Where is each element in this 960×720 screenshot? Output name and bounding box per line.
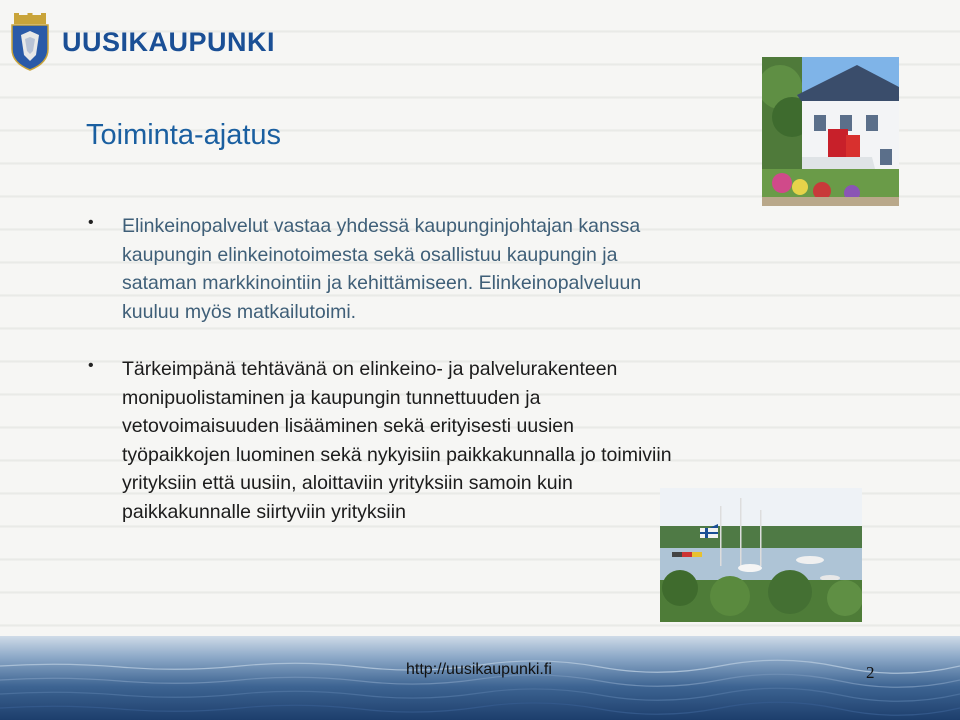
bullet-line: kaupungin elinkeinotoimesta sekä osallistuu kaupungin ja xyxy=(122,243,618,266)
logo-text: UUSIKAUPUNKI xyxy=(62,26,276,57)
footer-url: http://uusikaupunki.fi xyxy=(406,661,552,678)
bullet-line: yrityksiin että uusiin, aloittaviin yrityksiin samoin kuin xyxy=(122,472,573,494)
bullet-line: paikkakunnalle siirtyviin yrityksiin xyxy=(122,500,406,523)
bullet-line: vetovoimaisuuden lisääminen sekä erityisesti uusien xyxy=(122,415,574,437)
house-photo xyxy=(762,57,899,206)
page-number: 2 xyxy=(866,663,875,682)
bullet-item xyxy=(88,212,808,326)
bullet-line: Elinkeinopalvelut vastaa yhdessä kaupunginjohtajan kanssa xyxy=(122,215,641,237)
bullet-line: monipuolistaminen ja kaupungin tunnettuuden ja xyxy=(122,386,541,409)
logo xyxy=(8,12,275,72)
bullet-line: työpaikkojen luominen sekä nykyisiin paikkakunnalla jo toimiviin xyxy=(122,443,672,466)
harbor-photo xyxy=(660,488,862,622)
bullet-line: Tärkeimpänä tehtävänä on elinkeino- ja palvelurakenteen xyxy=(122,358,618,380)
bullet-list xyxy=(88,212,808,526)
slide-title: Toiminta-ajatus xyxy=(86,119,282,151)
coat-of-arms-icon xyxy=(8,13,52,71)
bullet-line: kuuluu myös matkailutoimi. xyxy=(122,300,357,323)
bullet-marker: • xyxy=(88,357,94,374)
bullet-line: sataman markkinointiin ja kehittämiseen. Elinkeinopalveluun xyxy=(122,272,642,294)
bullet-text xyxy=(122,212,808,326)
bullet-marker: • xyxy=(88,214,94,231)
